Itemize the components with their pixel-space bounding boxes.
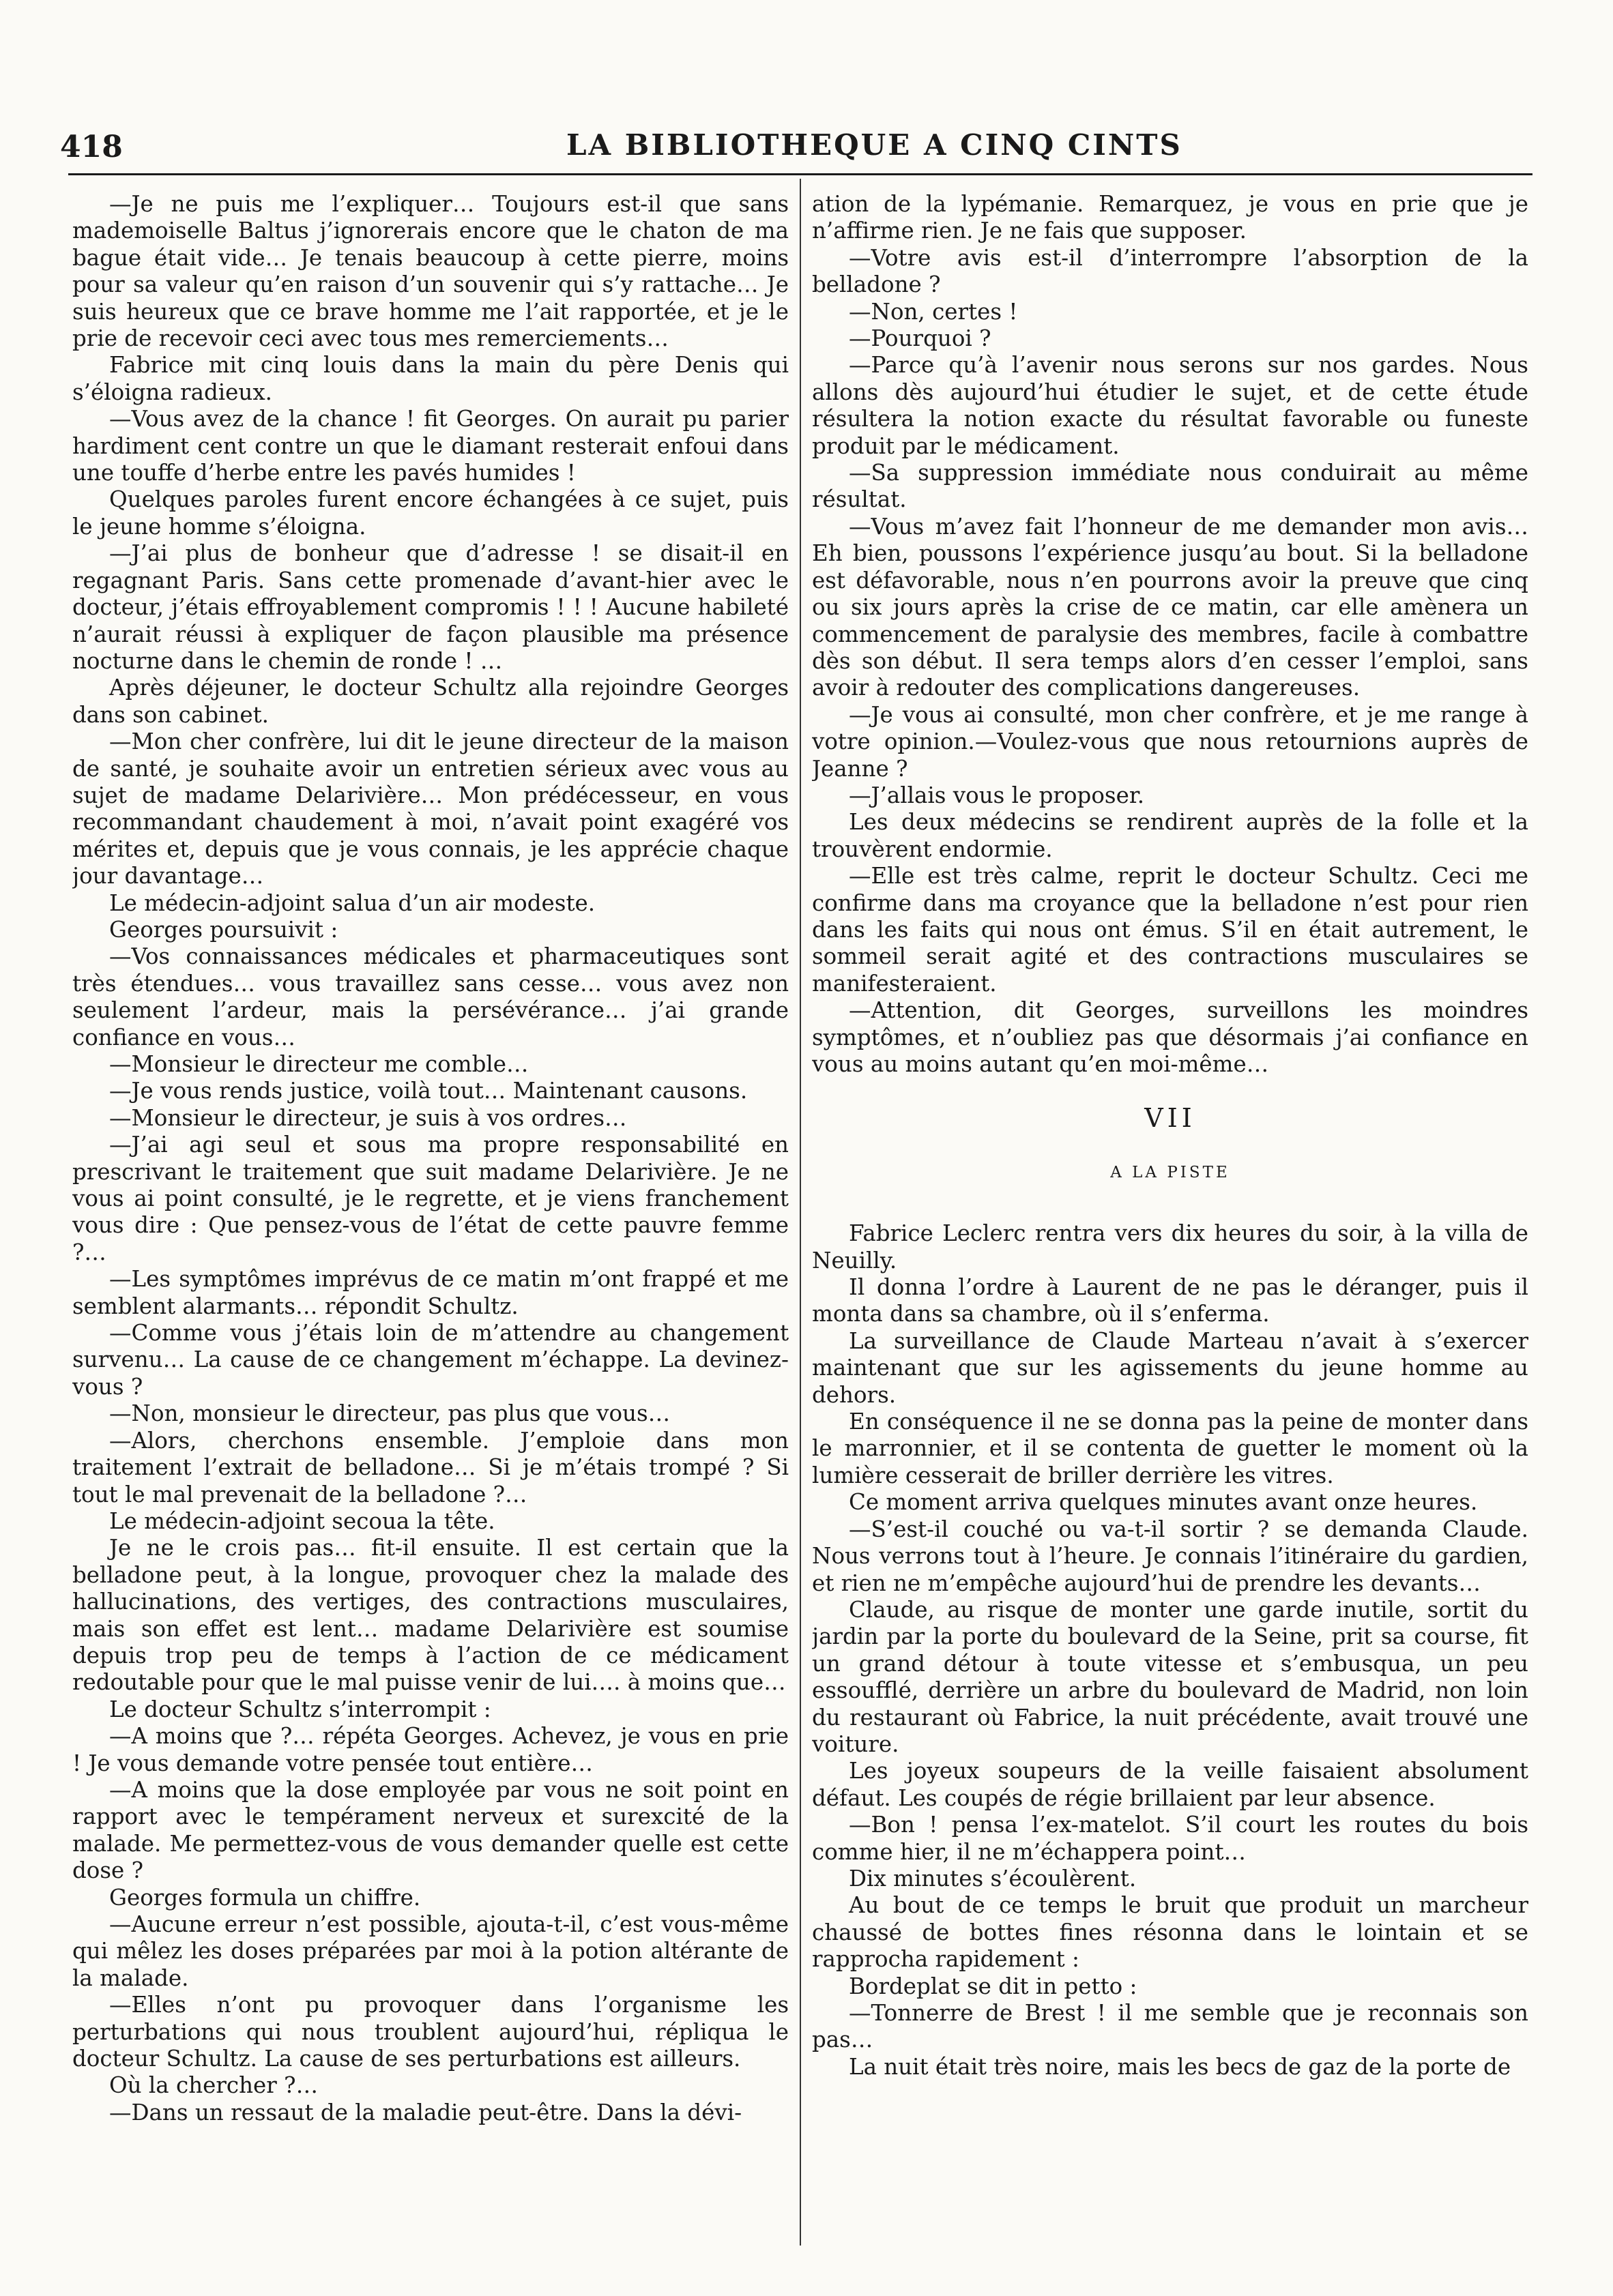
paragraph: Après déjeuner, le docteur Schultz alla rejoindre Georges dans son cabinet. [72,675,789,728]
paragraph: Il donna l’ordre à Laurent de ne pas le déranger, puis il monta dans sa chambre, où il s’enferma. [812,1274,1528,1327]
paragraph: —Bon ! pensa l’ex-matelot. S’il court les routes du bois comme hier, il ne m’échappera point… [812,1812,1528,1865]
paragraph: —J’ai agi seul et sous ma propre responsabilité en prescrivant le traitement que suit madame Delarivière. Je ne vous ai point consulté, je le regrette, et je viens franchement vous dire : Que pensez-vous de l’état de cette pauvre femme ?… [72,1132,789,1265]
paragraph: —Non, certes ! [849,298,1018,325]
right-column [812,191,1528,2231]
left-column [72,191,789,2231]
paragraph: —Attention, dit Georges, surveillons les moindres symptômes, et n’oubliez pas que désormais j’ai confiance en vous au moins autant qu’en moi-même… [812,997,1528,1077]
paragraph: En conséquence il ne se donna pas la peine de monter dans le marronnier, et il se contenta de guetter le moment où la lumière cesserait de briller derrière les vitres. [812,1409,1528,1488]
chapter-title: A LA PISTE [1110,1163,1230,1181]
paragraph: —Vos connaissances médicales et pharmaceutiques sont très étendues… vous travaillez sans cesse… vous avez non seulement l’ardeur, mais la persévérance… j’ai grande confiance en vous… [72,943,789,1050]
header-rule [68,173,1532,175]
paragraph: —J’allais vous le proposer. [849,782,1145,808]
paragraph: Georges poursuivit : [109,916,338,943]
paragraph: Georges formula un chiffre. [109,1884,421,1911]
paragraph: —Mon cher confrère, lui dit le jeune directeur de la maison de santé, je souhaite avoir un entretien sérieux avec vous au sujet de madame Delarivière… Mon prédécesseur, en vous recommandant chaudement à moi, n’avait point exagéré vos mérites et, depuis que je vous connais, je les apprécie chaque jour davantage… [72,728,789,889]
paragraph: —S’est-il couché ou va-t-il sortir ? se demanda Claude. Nous verrons tout à l’heure. Je connais l’itinéraire du gardien, et rien ne m’empêche aujourd’hui de prendre les devants… [812,1516,1528,1596]
paragraph: Quelques paroles furent encore échangées à ce sujet, puis le jeune homme s’éloigna. [72,486,789,540]
paragraph: —Vous m’avez fait l’honneur de me demander mon avis… Eh bien, poussons l’expérience jusqu’au bout. Si la belladone est défavorable, nous n’en pourrons avoir la preuve que cinq ou six jours après la crise de ce matin, car elle amènera un commencement de paralysie des membres, facile à combattre dès son début. Il sera temps alors d’en cesser l’emploi, sans avoir à redouter des complications dangereuses. [812,513,1528,701]
paragraph: —Les symptômes imprévus de ce matin m’ont frappé et me semblent alarmants… répondit Schultz. [72,1266,789,1319]
paragraph: —Dans un ressaut de la maladie peut-être. Dans la dévi- [109,2099,742,2125]
column-divider [800,179,801,2246]
paragraph: —Comme vous j’étais loin de m’attendre au changement survenu… La cause de ce changement m’échappe. La devinez-vous ? [72,1320,789,1400]
paragraph: Les deux médecins se rendirent auprès de la folle et la trouvèrent endormie. [812,809,1528,862]
paragraph: —Sa suppression immédiate nous conduirait au même résultat. [812,460,1528,513]
paragraph: —Alors, cherchons ensemble. J’emploie dans mon traitement l’extrait de belladone… Si je m’étais trompé ? Si tout le mal prevenait de la belladone ?… [72,1427,789,1507]
paragraph: Le médecin-adjoint salua d’un air modeste. [109,889,596,916]
paragraph: ation de la lypémanie. Remarquez, je vous en prie que je n’affirme rien. Je ne fais que supposer. [812,191,1528,244]
paragraph: —Pourquoi ? [849,325,991,352]
paragraph: Claude, au risque de monter une garde inutile, sortit du jardin par la porte du boulevard de la Seine, prit sa course, fit un grand détour à toute vitesse et s’embusqua, un peu essoufflé, derrière un arbre du boulevard de Madrid, non loin du restaurant où Fabrice, la nuit précédente, avait trouvé une voiture. [812,1596,1528,1757]
paragraph: —Aucune erreur n’est possible, ajouta-t-il, c’est vous-même qui mêlez les doses préparées par moi à la potion altérante de la malade. [72,1911,789,1991]
paragraph: —Parce qu’à l’avenir nous serons sur nos gardes. Nous allons dès aujourd’hui étudier le sujet, et de cette étude résultera la notion exacte du résultat favorable ou funeste produit par le médicament. [812,352,1528,459]
running-head: LA BIBLIOTHEQUE A CINQ CINTS [566,128,1182,162]
paragraph: —Monsieur le directeur, je suis à vos ordres… [109,1104,627,1131]
paragraph: La surveillance de Claude Marteau n’avait à s’exercer maintenant que sur les agissements du jeune homme au dehors. [812,1327,1528,1408]
paragraph: —Je vous ai consulté, mon cher confrère, et je me range à votre opinion.—Voulez-vous que nous retournions auprès de Jeanne ? [812,701,1528,782]
paragraph: Fabrice Leclerc rentra vers dix heures du soir, à la villa de Neuilly. [812,1220,1528,1274]
paragraph: —Monsieur le directeur me comble… [109,1051,529,1077]
paragraph: Le docteur Schultz s’interrompit : [109,1696,491,1722]
paragraph: —Elle est très calme, reprit le docteur Schultz. Ceci me confirme dans ma croyance que la belladone n’est pour rien dans les faits qui nous ont émus. S’il en était autrement, le sommeil serait agité et des contractions musculaires se manifesteraient. [812,863,1528,997]
paragraph: —Vous avez de la chance ! fit Georges. On aurait pu parier hardiment cent contre un que le diamant resterait enfoui dans une touffe d’herbe entre les pavés humides ! [72,406,789,486]
paragraph: —Votre avis est-il d’interrompre l’absorption de la belladone ? [812,244,1528,298]
paragraph: Ce moment arriva quelques minutes avant onze heures. [849,1489,1478,1516]
page-number: 418 [60,130,123,164]
paragraph: Le médecin-adjoint secoua la tête. [109,1507,495,1534]
paragraph: —Elles n’ont pu provoquer dans l’organisme les perturbations qui nous troublent aujourd’hui, répliqua le docteur Schultz. La cause de ses perturbations est ailleurs. [72,1992,789,2072]
paragraph: —A moins que la dose employée par vous ne soit point en rapport avec le tempérament nerveux et surexcité de la malade. Me permettez-vous de vous demander quelle est cette dose ? [72,1776,789,1884]
paragraph: —Je vous rends justice, voilà tout… Maintenant causons. [109,1078,748,1104]
paragraph: —Non, monsieur le directeur, pas plus que vous… [109,1400,671,1427]
paragraph: Où la chercher ?… [109,2072,319,2099]
paragraph: Je ne le crois pas… fit-il ensuite. Il est certain que la belladone peut, à la longue, provoquer chez la malade des hallucinations, des vertiges, des contractions musculaires, mais son effet est lent… madame Delarivière est soumise depuis trop peu de temps à l’action de ce médicament redoutable pour que le mal puisse venir de lui…. à moins que… [72,1535,789,1696]
paragraph: La nuit était très noire, mais les becs de gaz de la porte de [849,2053,1511,2080]
paragraph: —Je ne puis me l’expliquer… Toujours est-il que sans mademoiselle Baltus j’ignorerais encore que le chaton de ma bague était vide… Je tenais beaucoup à cette pierre, moins pour sa valeur qu’en raison d’un souvenir qui s’y rattache… Je suis heureux que ce brave homme me l’ait rapportée, et je le prie de recevoir ceci avec tous mes remerciements… [72,191,789,352]
paragraph: Dix minutes s’écoulèrent. [849,1865,1137,1892]
paragraph: Au bout de ce temps le bruit que produit un marcheur chaussé de bottes fines résonna dans le lointain et se rapprocha rapidement : [812,1892,1528,1973]
paragraph: Bordeplat se dit in petto : [849,1973,1137,1999]
chapter-number: VII [1144,1103,1196,1134]
paragraph: —A moins que ?… répéta Georges. Achevez, je vous en prie ! Je vous demande votre pensée tout entière… [72,1723,789,1776]
paragraph: —J’ai plus de bonheur que d’adresse ! se disait-il en regagnant Paris. Sans cette promenade d’avant-hier avec le docteur, j’étais effroyablement compromis ! ! ! Aucune habileté n’aurait réussi à expliquer de façon plausible ma présence nocturne dans le chemin de ronde ! … [72,540,789,674]
paragraph: —Tonnerre de Brest ! il me semble que je reconnais son pas… [812,2000,1528,2053]
paragraph: Fabrice mit cinq louis dans la main du père Denis qui s’éloigna radieux. [72,352,789,405]
paragraph: Les joyeux soupeurs de la veille faisaient absolument défaut. Les coupés de régie brillaient par leur absence. [812,1758,1528,1811]
